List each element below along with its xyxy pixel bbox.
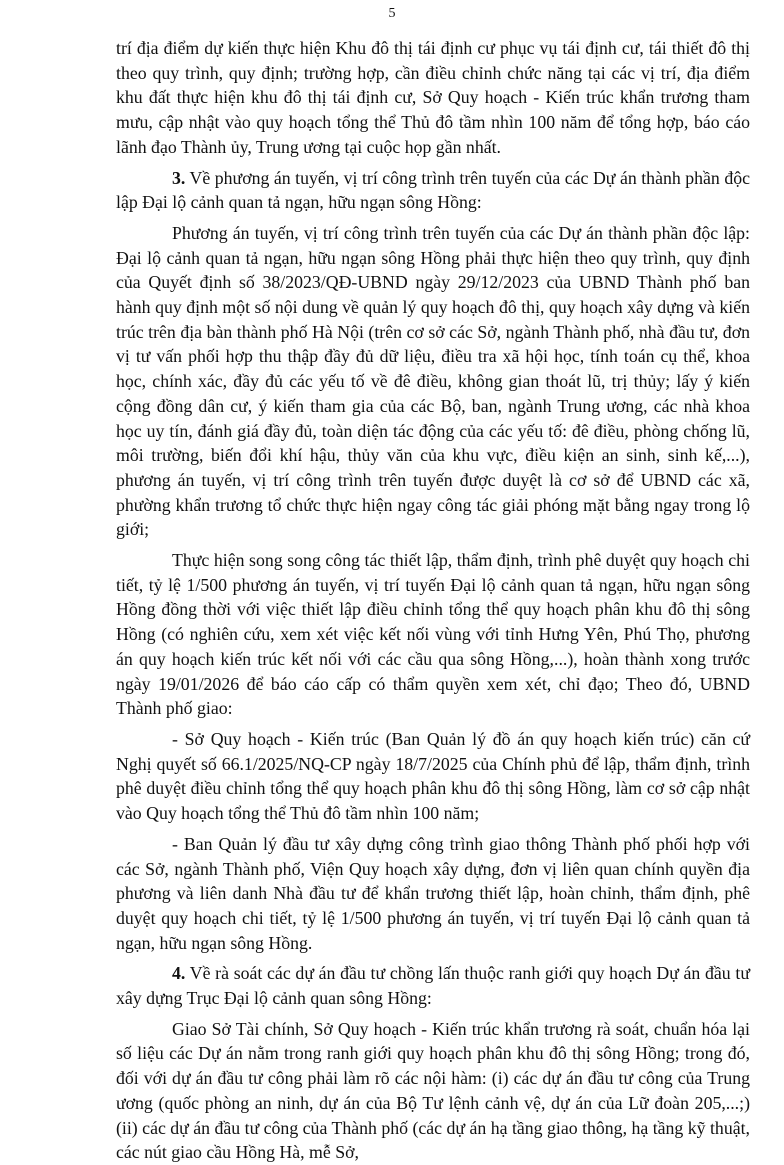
paragraph-continuation: trí địa điểm dự kiến thực hiện Khu đô thị tái định cư phục vụ tái định cư, tái thiết đô thị theo quy trình, quy định; trường hợp, cần điều chỉnh chức năng tại các vị trí, địa điểm khu đất thực hiện khu đô thị tái định cư, Sở Quy hoạch - Kiến trúc khẩn trương tham mưu, cập nhật vào quy hoạch tổng thể Thủ đô tầm nhìn 100 năm để tổng hợp, báo cáo lãnh đạo Thành ủy, Trung ương tại cuộc họp gần nhất. — [116, 38, 750, 157]
document-body — [116, 36, 750, 1165]
paragraph: Giao Sở Tài chính, Sở Quy hoạch - Kiến trúc khẩn trương rà soát, chuẩn hóa lại số liệu các Dự án nằm trong ranh giới quy hoạch phân khu đô thị sông Hồng; trong đó, đối với dự án đầu tư công phải làm rõ các nội hàm: (i) các dự án đầu tư công của Trung ương (quốc phòng an ninh, dự án của Bộ Tư lệnh cảnh vệ, dự án của Lữ đoàn 205,...;) (ii) các dự án đầu tư công của Thành phố (các dự án hạ tầng giao thông, hạ tầng kỹ thuật, các nút giao cầu Hồng Hà, mễ Sở, — [116, 1018, 750, 1163]
section-number: 3. — [172, 167, 186, 188]
section-number: 4. — [172, 963, 186, 984]
section-heading-text: Về phương án tuyến, vị trí công trình trên tuyến của các Dự án thành phần độc lập Đại lộ cảnh quan tả ngạn, hữu ngạn sông Hồng: — [116, 167, 750, 213]
section-heading-3 — [116, 166, 750, 215]
page-number: 5 — [388, 6, 396, 21]
section-heading-text: Về rà soát các dự án đầu tư chồng lấn thuộc ranh giới quy hoạch Dự án đầu tư xây dựng Trục Đại lộ cảnh quan sông Hồng: — [116, 963, 750, 1009]
list-item: - Sở Quy hoạch - Kiến trúc (Ban Quản lý đồ án quy hoạch kiến trúc) căn cứ Nghị quyết số 66.1/2025/NQ-CP ngày 18/7/2025 của Chính phủ để lập, thẩm định, trình phê duyệt điều chỉnh tổng thể quy hoạch phân khu đô thị sông Hồng, làm cơ sở cập nhật vào Quy hoạch tổng thể Thủ đô tầm nhìn 100 năm; — [116, 728, 750, 824]
paragraph: Phương án tuyến, vị trí công trình trên tuyến của các Dự án thành phần độc lập: Đại lộ cảnh quan tả ngạn, hữu ngạn sông Hồng phải thực hiện theo quy trình, quy định của Quyết định số 38/2023/QĐ-UBND ngày 29/12/2023 của UBND Thành phố ban hành quy định một số nội dung về quản lý quy hoạch đô thị, quy hoạch xây dựng và kiến trúc trên địa bàn thành phố Hà Nội (trên cơ sở các Sở, ngành Thành phố, nhà đầu tư, đơn vị tư vấn phối hợp thu thập đầy đủ dữ liệu, điều tra xã hội học, tính toán cụ thể, khoa học, chính xác, đầy đủ các yếu tố về đê điều, không gian thoát lũ, trị thủy; lấy ý kiến cộng đồng dân cư, ý kiến tham gia của các Bộ, ban, ngành Trung ương, các nhà khoa học uy tín, đánh giá đầy đủ, toàn diện tác động của các yếu tố: đê điều, phòng chống lũ, môi trường, biến đổi khí hậu, thủy văn của khu vực, điều kiện an sinh, sinh kế,...), phương án tuyến, vị trí công trình trên tuyến được duyệt là cơ sở để UBND các xã, phường khẩn trương tổ chức thực hiện ngay công tác giải phóng mặt bằng ngay trong lộ giới; — [116, 222, 750, 540]
list-item: - Ban Quản lý đầu tư xây dựng công trình giao thông Thành phố phối hợp với các Sở, ngành Thành phố, Viện Quy hoạch xây dựng, đơn vị liên quan chính quyền địa phương và liên danh Nhà đầu tư để khẩn trương thiết lập, hoàn chỉnh, thẩm định, phê duyệt quy hoạch chi tiết, tỷ lệ 1/500 phương án tuyến, vị trí tuyến Đại lộ cảnh quan tả ngạn, hữu ngạn sông Hồng. — [116, 833, 750, 953]
section-heading-4 — [116, 961, 750, 1010]
paragraph: Thực hiện song song công tác thiết lập, thẩm định, trình phê duyệt quy hoạch chi tiết, tỷ lệ 1/500 phương án tuyến, vị trí tuyến Đại lộ cảnh quan tả ngạn, hữu ngạn sông Hồng đồng thời với việc thiết lập điều chỉnh tổng thể quy hoạch phân khu đô thị sông Hồng (có nghiên cứu, xem xét việc kết nối vùng với tỉnh Hưng Yên, Phú Thọ, phương án quy hoạch kiến trúc kết nối với các cầu qua sông Hồng,...), hoàn thành xong trước ngày 19/01/2026 để báo cáo cấp có thẩm quyền xem xét, chỉ đạo; Theo đó, UBND Thành phố giao: — [116, 550, 750, 719]
